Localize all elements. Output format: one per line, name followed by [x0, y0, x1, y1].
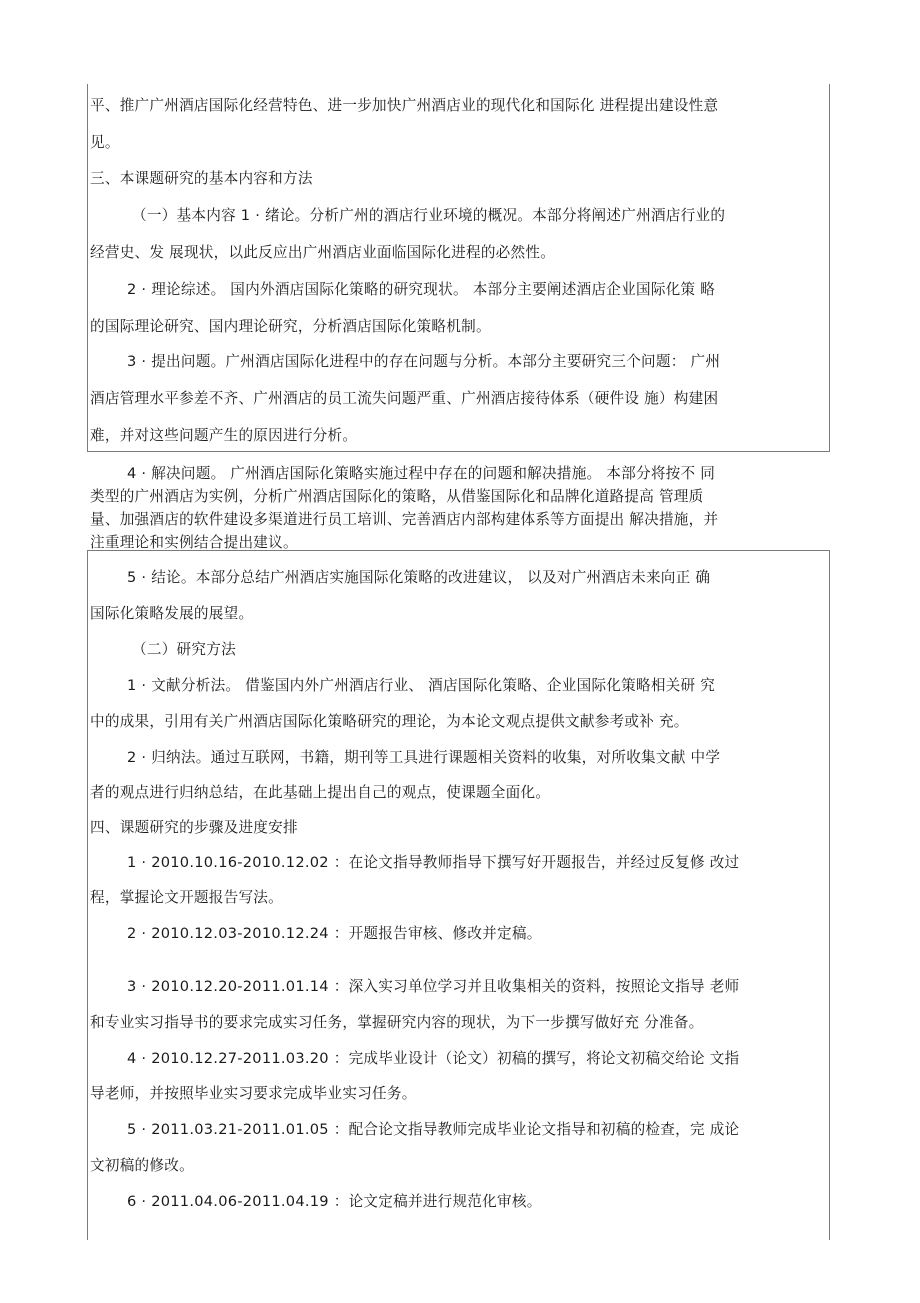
- text-line: 经营史、发 展现状，以此反应出广州酒店业面临国际化进程的必然性。: [90, 244, 556, 261]
- text-line: 4 · 2010.12.27-2011.03.20 ：完成毕业设计（论文）初稿的撰写，将论文初稿交给论 文指: [127, 1050, 740, 1067]
- text-line: 见。: [90, 134, 120, 151]
- text-line: 6 · 2011.04.06-2011.04.19 ：论文定稿并进行规范化审核。: [127, 1193, 542, 1210]
- text-line: 5 · 2011.03.21-2011.01.05 ：配合论文指导教师完成毕业论文指导和初稿的检查，完 成论: [127, 1121, 740, 1138]
- text-line: 平、推广广州酒店国际化经营特色、进一步加快广州酒店业的现代化和国际化 进程提出建设性意: [90, 97, 719, 114]
- text-line: （一）基本内容 1 · 绪论。分析广州的酒店行业环境的概况。本部分将阐述广州酒店行业的: [132, 207, 726, 224]
- subsection-heading: （二）研究方法: [132, 641, 236, 658]
- text-line: 类型的广州酒店为实例，分析广州酒店国际化的策略，从借鉴国际化和品牌化道路提高 管理质: [90, 488, 704, 505]
- text-line: 3 · 2010.12.20-2011.01.14 ：深入实习单位学习并且收集相关的资料，按照论文指导 老师: [127, 978, 740, 995]
- text-line: 2 · 归纳法。通过互联网，书籍，期刊等工具进行课题相关资料的收集，对所收集文献 中学: [127, 749, 721, 766]
- text-line: 文初稿的修改。: [90, 1157, 194, 1174]
- text-line: 国际化策略发展的展望。: [90, 605, 254, 622]
- section-heading: 四、课题研究的步骤及进度安排: [90, 819, 298, 836]
- section-heading: 三、本课题研究的基本内容和方法: [90, 170, 313, 187]
- text-line: 程，掌握论文开题报告写法。: [90, 889, 283, 906]
- text-line: 量、加强酒店的软件建设多渠道进行员工培训、完善酒店内部构建体系等方面提出 解决措施，并: [90, 511, 719, 528]
- text-line: 者的观点进行归纳总结，在此基础上提出自己的观点，使课题全面化。: [90, 784, 551, 801]
- text-line: 和专业实习指导书的要求完成实习任务，掌握研究内容的现状，为下一步撰写做好充 分准备。: [90, 1014, 704, 1031]
- text-line: 中的成果，引用有关广州酒店国际化策略研究的理论，为本论文观点提供文献参考或补 充。: [90, 713, 689, 730]
- text-line: 3 · 提出问题。广州酒店国际化进程中的存在问题与分析。本部分主要研究三个问题： 广州: [127, 353, 721, 370]
- text-line: 4 · 解决问题。 广州酒店国际化策略实施过程中存在的问题和解决措施。 本部分将按不 同: [127, 465, 716, 482]
- text-line: 注重理论和实例结合提出建议。: [90, 534, 298, 551]
- text-line: 5 · 结论。本部分总结广州酒店实施国际化策略的改进建议， 以及对广州酒店未来向正 确: [127, 569, 711, 586]
- text-line: 难，并对这些问题产生的原因进行分析。: [90, 427, 358, 444]
- text-line: 导老师，并按照毕业实习要求完成毕业实习任务。: [90, 1085, 417, 1102]
- text-line: 2 · 2010.12.03-2010.12.24 ：开题报告审核、修改并定稿。: [127, 925, 542, 942]
- text-line: 1 · 文献分析法。 借鉴国内外广州酒店行业、 酒店国际化策略、企业国际化策略相关研 究: [127, 677, 716, 694]
- text-line: 2 · 理论综述。 国内外酒店国际化策略的研究现状。 本部分主要阐述酒店企业国际化策 略: [127, 281, 716, 298]
- text-line: 酒店管理水平参差不齐、广州酒店的员工流失问题严重、广州酒店接待体系（硬件设 施）构建困: [90, 390, 719, 407]
- text-line: 的国际理论研究、国内理论研究，分析酒店国际化策略机制。: [90, 318, 491, 335]
- text-line: 1 · 2010.10.16-2010.12.02 ：在论文指导教师指导下撰写好开题报告，并经过反复修 改过: [127, 854, 740, 871]
